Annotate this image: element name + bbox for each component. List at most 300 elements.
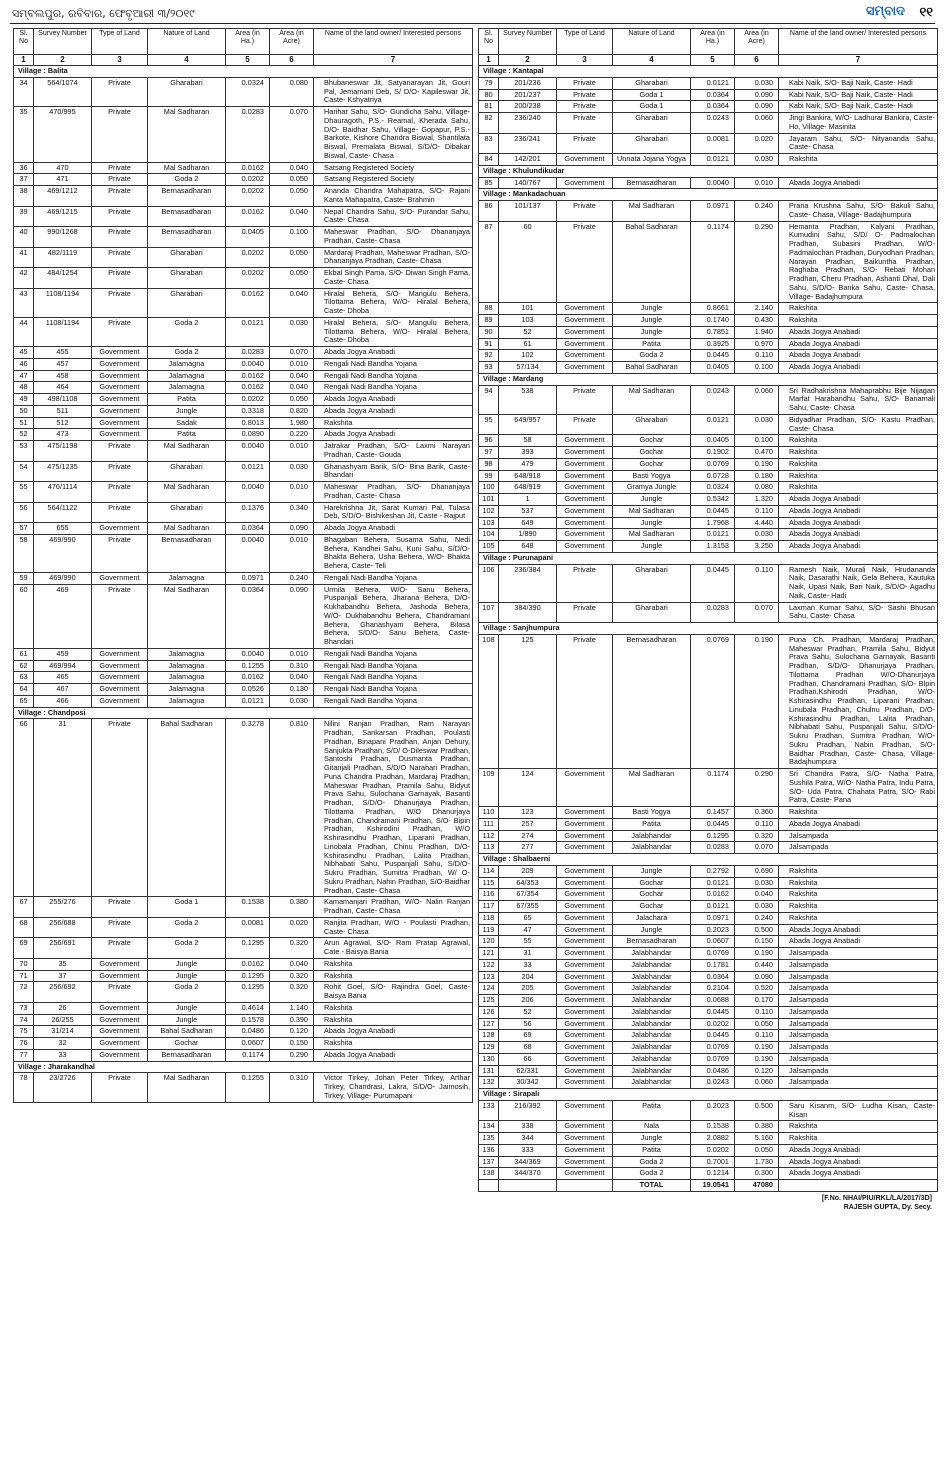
- table-cell: 0.380: [735, 1121, 779, 1133]
- table-cell: 0.1295: [226, 982, 270, 1003]
- table-cell: Mal Sadharan: [613, 201, 691, 222]
- table-cell: 0.0688: [691, 995, 735, 1007]
- table-cell: 0.070: [735, 602, 779, 623]
- village-name: Village : Jharakandhal: [14, 1061, 473, 1073]
- table-cell: Government: [92, 358, 148, 370]
- table-row: [14, 77, 473, 106]
- table-cell: 78: [14, 1073, 34, 1102]
- table-cell: Abada Jogya Anabadi: [779, 818, 938, 830]
- table-cell: Private: [557, 101, 613, 113]
- table-cell: Private: [557, 414, 613, 435]
- table-cell: 126: [479, 1006, 499, 1018]
- table-cell: 0.1740: [691, 315, 735, 327]
- table-cell: 0.0202: [226, 174, 270, 186]
- table-cell: 118: [479, 912, 499, 924]
- table-cell: 0.040: [270, 382, 314, 394]
- table-cell: Nepal Chandra Sahu, S/O- Purandar Sahu, Caste- Chasa: [314, 206, 473, 227]
- column-header-row: [479, 29, 938, 55]
- table-cell: 0.030: [270, 695, 314, 707]
- table-row: [14, 660, 473, 672]
- table-cell: Jalabhandar: [613, 971, 691, 983]
- table-cell: Ekbal Singh Pama, S/O- Diwan Singh Pama, Caste- Chasa: [314, 268, 473, 289]
- table-cell: Jalsampada: [779, 948, 938, 960]
- table-cell: 0.0162: [226, 672, 270, 684]
- table-cell: Abada Jogya Anabadi: [779, 362, 938, 374]
- table-cell: 52: [499, 326, 557, 338]
- table-row: [14, 206, 473, 227]
- table-cell: 67: [14, 897, 34, 918]
- village-name: Village : Kantapal: [479, 66, 938, 78]
- table-cell: 124: [499, 769, 557, 807]
- table-cell: Gharabari: [613, 564, 691, 602]
- table-cell: 66: [499, 1053, 557, 1065]
- village-header-row: [14, 1061, 473, 1073]
- table-cell: 82: [479, 113, 499, 134]
- village-header-row: [479, 66, 938, 78]
- table-cell: 96: [479, 435, 499, 447]
- table-cell: Bernasadharan: [613, 936, 691, 948]
- table-cell: 0.0081: [691, 133, 735, 154]
- table-cell: 0.0040: [691, 177, 735, 189]
- table-cell: 39: [14, 206, 34, 227]
- table-cell: 0.0202: [226, 268, 270, 289]
- table-row: [14, 247, 473, 268]
- table-cell: Mal Sadharan: [148, 523, 226, 535]
- table-cell: 0.1255: [226, 660, 270, 672]
- table-cell: Jalabhandar: [613, 1006, 691, 1018]
- table-cell: 47: [14, 370, 34, 382]
- table-cell: 120: [479, 936, 499, 948]
- table-row: [14, 370, 473, 382]
- table-cell: Government: [92, 405, 148, 417]
- table-cell: Abada Jogya Anabadi: [779, 1144, 938, 1156]
- table-cell: 129: [479, 1042, 499, 1054]
- table-cell: 0.150: [735, 936, 779, 948]
- table-cell: 0.010: [270, 482, 314, 503]
- table-cell: 0.0121: [226, 317, 270, 346]
- table-cell: 80: [479, 89, 499, 101]
- village-name: Village : Chandposi: [14, 707, 473, 719]
- table-cell: 257: [499, 818, 557, 830]
- left-table-body: [14, 66, 473, 1103]
- table-cell: 0.0121: [691, 77, 735, 89]
- table-row: [14, 695, 473, 707]
- table-cell: 60: [14, 584, 34, 648]
- table-cell: 0.0243: [691, 1077, 735, 1089]
- table-cell: 110: [479, 807, 499, 819]
- table-cell: 0.0445: [691, 1006, 735, 1018]
- table-cell: 1.320: [735, 494, 779, 506]
- table-cell: Jalabhandar: [613, 842, 691, 854]
- table-cell: 103: [479, 517, 499, 529]
- table-cell: Jungle: [148, 970, 226, 982]
- table-cell: Government: [557, 541, 613, 553]
- table-cell: 0.220: [270, 429, 314, 441]
- table-cell: 466: [34, 695, 92, 707]
- table-cell: Private: [92, 317, 148, 346]
- table-cell: 0.040: [270, 162, 314, 174]
- table-cell: 200/238: [499, 101, 557, 113]
- table-cell: Arun Agrawal, S/O- Ram Pratap Agrawal, Cate - Baisya Bania: [314, 938, 473, 959]
- table-cell: 206: [499, 995, 557, 1007]
- table-cell: 123: [499, 807, 557, 819]
- page-header: [10, 4, 935, 24]
- table-cell: 476/1114: [34, 482, 92, 503]
- table-cell: 512: [34, 417, 92, 429]
- table-cell: 35: [14, 107, 34, 163]
- table-cell: 0.030: [270, 317, 314, 346]
- table-cell: Rengali Nadi Bandha Yojana: [314, 660, 473, 672]
- table-cell: Private: [92, 482, 148, 503]
- table-cell: 36: [14, 162, 34, 174]
- table-row: [14, 672, 473, 684]
- table-cell: 464: [34, 382, 92, 394]
- table-cell: 142/201: [499, 154, 557, 166]
- table-cell: 31: [34, 719, 92, 897]
- table-cell: Private: [92, 107, 148, 163]
- table-cell: 0.0121: [226, 695, 270, 707]
- total-row: [479, 1180, 938, 1192]
- table-cell: Jalamagna: [148, 684, 226, 696]
- table-cell: 0.0081: [226, 917, 270, 938]
- village-header-row: [479, 552, 938, 564]
- table-cell: Abada Jogya Anabadi: [314, 394, 473, 406]
- table-row: [479, 1168, 938, 1180]
- table-cell: 0.130: [270, 684, 314, 696]
- table-cell: 0.050: [270, 247, 314, 268]
- table-cell: Private: [92, 268, 148, 289]
- table-cell: 0.090: [735, 89, 779, 101]
- table-cell: Rengali Nadi Bandha Yojana: [314, 572, 473, 584]
- table-cell: Government: [557, 1156, 613, 1168]
- table-cell: Nala: [613, 1121, 691, 1133]
- land-table-right: [478, 28, 938, 1192]
- table-cell: 61: [14, 648, 34, 660]
- table-cell: 0.1902: [691, 447, 735, 459]
- table-cell: Jalabhandar: [613, 1053, 691, 1065]
- table-cell: Government: [557, 912, 613, 924]
- table-cell: 0.380: [270, 897, 314, 918]
- table-cell: 0.030: [735, 877, 779, 889]
- table-row: [479, 470, 938, 482]
- header-survey: Survey Number: [34, 29, 92, 55]
- table-cell: 0.7851: [691, 326, 735, 338]
- table-cell: Jalabhandar: [613, 1018, 691, 1030]
- table-cell: Government: [557, 1168, 613, 1180]
- table-cell: Kabi Naik, S/O- Baji Naik, Caste- Hadi: [779, 101, 938, 113]
- table-cell: 59: [14, 572, 34, 584]
- table-cell: Government: [92, 695, 148, 707]
- table-cell: Bahal Sadharan: [613, 221, 691, 303]
- table-cell: Government: [557, 517, 613, 529]
- column-number: 6: [735, 55, 779, 66]
- column-number: 7: [779, 55, 938, 66]
- table-cell: Government: [557, 447, 613, 459]
- table-cell: 1.980: [270, 417, 314, 429]
- table-cell: 0.0040: [226, 534, 270, 572]
- table-cell: 0.070: [270, 107, 314, 163]
- table-row: [479, 1133, 938, 1145]
- table-cell: Gharabari: [613, 133, 691, 154]
- table-cell: 0.0526: [226, 684, 270, 696]
- table-cell: 0.0405: [691, 362, 735, 374]
- table-row: [479, 924, 938, 936]
- table-cell: 1108/1194: [34, 317, 92, 346]
- table-row: [479, 458, 938, 470]
- table-cell: 0.120: [270, 1026, 314, 1038]
- table-cell: Gochar: [613, 435, 691, 447]
- table-cell: 121: [479, 948, 499, 960]
- table-cell: 0.0121: [691, 901, 735, 913]
- table-cell: 338: [499, 1121, 557, 1133]
- table-cell: 1: [499, 494, 557, 506]
- table-cell: 0.0121: [226, 461, 270, 482]
- column-number: 5: [691, 55, 735, 66]
- table-cell: 0.050: [270, 174, 314, 186]
- table-cell: 0.040: [270, 370, 314, 382]
- table-cell: 1.7968: [691, 517, 735, 529]
- table-cell: Jalsampada: [779, 1006, 938, 1018]
- table-cell: 115: [479, 877, 499, 889]
- table-row: [479, 362, 938, 374]
- table-cell: 0.0769: [691, 458, 735, 470]
- table-cell: 0.0283: [691, 842, 735, 854]
- table-cell: 71: [14, 970, 34, 982]
- table-cell: 105: [479, 541, 499, 553]
- table-cell: 0.970: [735, 338, 779, 350]
- table-cell: Private: [92, 77, 148, 106]
- table-cell: 0.110: [735, 1030, 779, 1042]
- table-cell: Goda 1: [613, 101, 691, 113]
- table-row: [14, 317, 473, 346]
- table-row: [479, 1006, 938, 1018]
- table-cell: 204: [499, 971, 557, 983]
- table-row: [479, 113, 938, 134]
- table-cell: Sadak: [148, 417, 226, 429]
- table-cell: 109: [479, 769, 499, 807]
- table-cell: Maheswar Pradhan, S/O- Dhananjaya Pradhan, Caste- Chasa: [314, 482, 473, 503]
- table-cell: 0.050: [735, 1144, 779, 1156]
- table-cell: Government: [92, 370, 148, 382]
- table-row: [14, 227, 473, 248]
- table-cell: Jalabhandar: [613, 1077, 691, 1089]
- table-cell: 37: [14, 174, 34, 186]
- table-cell: 119: [479, 924, 499, 936]
- table-cell: Bernasadharan: [613, 634, 691, 768]
- table-cell: Private: [557, 77, 613, 89]
- table-cell: Private: [92, 897, 148, 918]
- table-cell: Patita: [613, 338, 691, 350]
- table-cell: Private: [92, 461, 148, 482]
- table-cell: 0.030: [735, 414, 779, 435]
- table-cell: 1.3153: [691, 541, 735, 553]
- table-cell: Mal Sadharan: [148, 162, 226, 174]
- table-cell: Government: [557, 1006, 613, 1018]
- table-row: [479, 1144, 938, 1156]
- table-cell: 45: [14, 347, 34, 359]
- table-cell: Gochar: [613, 901, 691, 913]
- table-cell: 0.1781: [691, 959, 735, 971]
- table-cell: 0.040: [270, 206, 314, 227]
- table-cell: 58: [499, 435, 557, 447]
- table-cell: 79: [479, 77, 499, 89]
- table-cell: 26: [34, 1002, 92, 1014]
- village-header-row: [479, 165, 938, 177]
- table-cell: 0.1295: [226, 970, 270, 982]
- table-cell: 140/767: [499, 177, 557, 189]
- table-cell: Jungle: [613, 924, 691, 936]
- table-cell: 0.170: [735, 995, 779, 1007]
- table-cell: 35: [34, 958, 92, 970]
- table-row: [14, 502, 473, 523]
- table-cell: 87: [479, 221, 499, 303]
- table-cell: Government: [557, 435, 613, 447]
- column-number: 3: [557, 55, 613, 66]
- table-row: [479, 350, 938, 362]
- table-cell: 1.730: [735, 1156, 779, 1168]
- table-cell: 0.030: [735, 154, 779, 166]
- table-cell: 469/1212: [34, 186, 92, 207]
- table-cell: Jalsampada: [779, 1053, 938, 1065]
- table-cell: Government: [92, 1014, 148, 1026]
- table-cell: 0.3318: [226, 405, 270, 417]
- table-cell: Government: [92, 572, 148, 584]
- table-cell: 51: [14, 417, 34, 429]
- table-row: [14, 1002, 473, 1014]
- table-cell: Goda 2: [613, 1156, 691, 1168]
- table-cell: 0.430: [735, 315, 779, 327]
- table-cell: 0.0769: [691, 948, 735, 960]
- table-cell: Private: [92, 917, 148, 938]
- table-cell: 0.0769: [691, 634, 735, 768]
- table-cell: 0.320: [270, 970, 314, 982]
- table-row: [479, 1030, 938, 1042]
- table-cell: 0.310: [270, 1073, 314, 1102]
- table-row: [14, 897, 473, 918]
- table-cell: 0.0364: [691, 971, 735, 983]
- land-table-left: [13, 28, 473, 1103]
- table-row: [14, 347, 473, 359]
- table-cell: Jalsampada: [779, 1077, 938, 1089]
- table-cell: 0.0405: [226, 227, 270, 248]
- table-cell: Hiralal Behera, S/O- Mangulu Behera, Tilottama Behera, W/O- Hiralal Behera, Caste- Dhoba: [314, 288, 473, 317]
- table-cell: 114: [479, 865, 499, 877]
- table-cell: 0.2023: [691, 1100, 735, 1121]
- total-label: TOTAL: [613, 1180, 691, 1192]
- table-cell: Government: [92, 523, 148, 535]
- table-cell: 0.090: [735, 971, 779, 983]
- table-cell: 0.0769: [691, 1042, 735, 1054]
- table-cell: 106: [479, 564, 499, 602]
- table-cell: Mal Sadharan: [148, 1073, 226, 1102]
- total-area-ha: 19.0541: [691, 1180, 735, 1192]
- table-cell: Basti Yogya: [613, 807, 691, 819]
- table-cell: Rakshita: [779, 912, 938, 924]
- table-cell: 0.310: [270, 660, 314, 672]
- table-cell: 38: [14, 186, 34, 207]
- table-cell: 117: [479, 901, 499, 913]
- table-cell: 67/354: [499, 889, 557, 901]
- table-row: [479, 936, 938, 948]
- table-cell: 0.1538: [691, 1121, 735, 1133]
- table-cell: 0.040: [270, 672, 314, 684]
- table-cell: Private: [92, 162, 148, 174]
- table-cell: 101/137: [499, 201, 557, 222]
- table-cell: Private: [92, 441, 148, 462]
- table-cell: 66: [14, 719, 34, 897]
- table-cell: 256/691: [34, 938, 92, 959]
- table-cell: 57/134: [499, 362, 557, 374]
- table-cell: 3.250: [735, 541, 779, 553]
- table-cell: 0.0243: [691, 113, 735, 134]
- table-row: [479, 807, 938, 819]
- table-cell: 469/990: [34, 534, 92, 572]
- table-cell: Government: [557, 350, 613, 362]
- table-cell: Harekrishna Jit, Sarat Kumari Pal, Tulasa Deb, S/D/O- Bishikeshan Jit, Caste - Rajput: [314, 502, 473, 523]
- table-row: [14, 174, 473, 186]
- table-cell: 0.2104: [691, 983, 735, 995]
- table-cell: 58: [14, 534, 34, 572]
- table-row: [479, 865, 938, 877]
- table-cell: 49: [14, 394, 34, 406]
- table-cell: 256/688: [34, 917, 92, 938]
- right-table-body: [479, 66, 938, 1180]
- table-cell: Abada Jogya Anabadi: [779, 529, 938, 541]
- table-cell: 44: [14, 317, 34, 346]
- table-cell: 89: [479, 315, 499, 327]
- column-number: 2: [499, 55, 557, 66]
- table-cell: Abada Jogya Anabadi: [314, 1049, 473, 1061]
- table-cell: Government: [557, 924, 613, 936]
- table-cell: 95: [479, 414, 499, 435]
- table-cell: Rakshita: [779, 458, 938, 470]
- table-cell: Bernasadharan: [148, 206, 226, 227]
- table-row: [479, 818, 938, 830]
- table-row: [14, 288, 473, 317]
- table-row: [479, 201, 938, 222]
- table-cell: Gharabari: [613, 113, 691, 134]
- table-cell: 0.320: [735, 830, 779, 842]
- village-name: Village : Mardang: [479, 373, 938, 385]
- table-cell: 55: [14, 482, 34, 503]
- table-cell: 0.060: [735, 113, 779, 134]
- table-cell: Gochar: [148, 1038, 226, 1050]
- table-cell: 4.440: [735, 517, 779, 529]
- table-cell: Saru Kisanm, S/O- Ludha Kisan, Caste- Kisan: [779, 1100, 938, 1121]
- table-cell: Rakshita: [779, 865, 938, 877]
- table-cell: Private: [92, 227, 148, 248]
- table-cell: Mal Sadharan: [148, 584, 226, 648]
- table-cell: Government: [557, 877, 613, 889]
- table-cell: 0.010: [270, 358, 314, 370]
- header-area-acre: Area (in Acre): [270, 29, 314, 55]
- table-cell: 0.300: [735, 1168, 779, 1180]
- table-cell: 5.160: [735, 1133, 779, 1145]
- header-area-acre: Area (in Acre): [735, 29, 779, 55]
- table-cell: Jungle: [613, 494, 691, 506]
- table-cell: 0.1457: [691, 807, 735, 819]
- table-cell: Jungle: [148, 405, 226, 417]
- table-cell: 0.0162: [226, 162, 270, 174]
- table-cell: Private: [557, 201, 613, 222]
- table-cell: Mal Sadharan: [148, 107, 226, 163]
- table-cell: Gharabari: [148, 461, 226, 482]
- table-cell: Rakshita: [314, 958, 473, 970]
- table-row: [479, 995, 938, 1007]
- table-cell: 125: [499, 634, 557, 768]
- table-cell: Jalsampada: [779, 1042, 938, 1054]
- table-cell: 0.240: [270, 572, 314, 584]
